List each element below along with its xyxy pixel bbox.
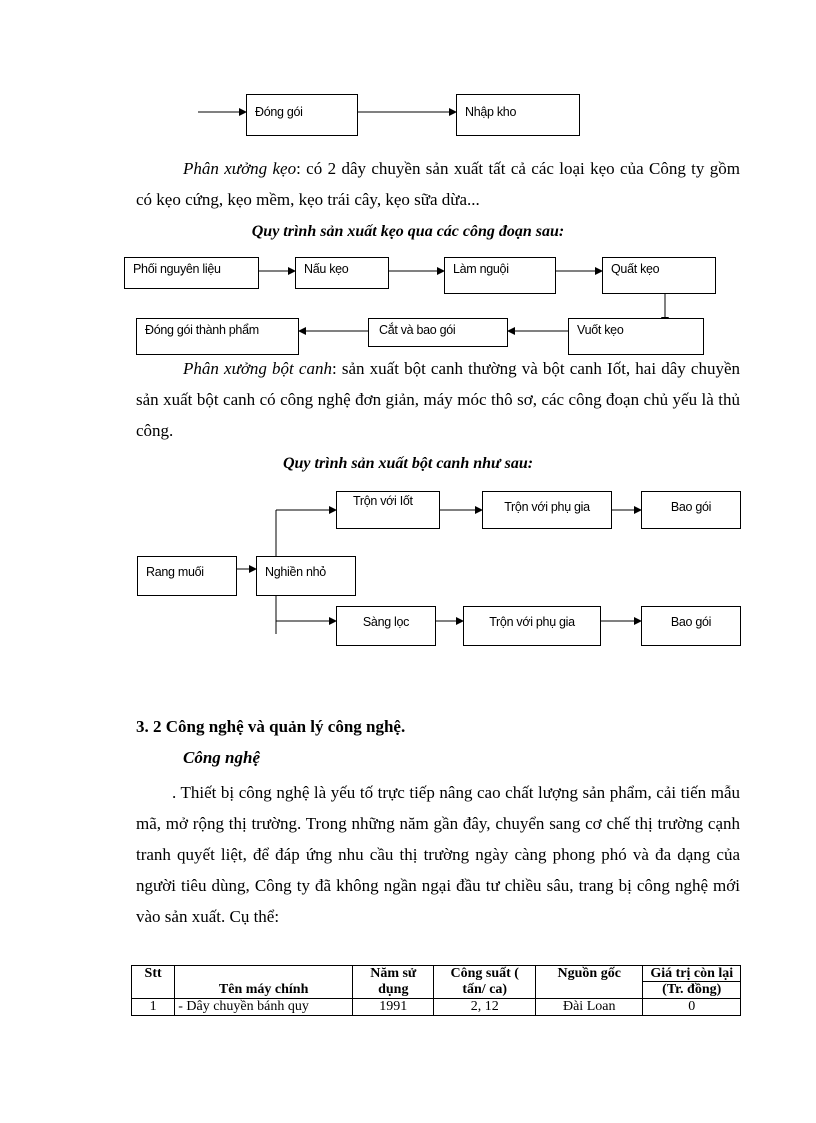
box-lam-nguoi: Làm nguội <box>444 257 556 294</box>
equipment-table <box>131 965 741 1016</box>
box-nhap-kho: Nhập kho <box>456 94 580 136</box>
box-nghien-nho: Nghiền nhỏ <box>256 556 356 596</box>
text-phan-xuong-bot-canh: : sản xuất bột canh thường và bột canh Iốt, hai dây chuyền sản xuất bột canh có công nghệ đơn giản, máy móc thô sơ, các công đoạn chủ yếu là thủ công. <box>136 359 741 440</box>
col-nam-su-dung: Năm sử dụng <box>353 966 434 999</box>
box-rang-muoi: Rang muối <box>137 556 237 596</box>
box-dong-goi-thanh-pham: Đóng gói thành phẩm <box>136 318 299 355</box>
paragraph-phan-xuong-bot-canh <box>136 353 740 446</box>
box-tron-voi-phu-gia-bottom: Trộn với phụ gia <box>463 606 601 646</box>
box-tron-voi-phu-gia-top: Trộn với phụ gia <box>482 491 612 529</box>
section-subheading: Công nghệ <box>183 748 260 767</box>
caption-quy-trinh-keo: Quy trình sản xuất kẹo qua các công đoạn sau: <box>251 223 565 240</box>
paragraph-thiet-bi-cong-nghe: . Thiết bị công nghệ là yếu tố trực tiếp nâng cao chất lượng sản phẩm, cải tiến mẫu mã, mở rộng thị trường. Trong những năm gần đây, chuyển sang cơ chế thị trường cạnh tranh quyết liệt, để đáp ứng nhu cầu thị trường ngày càng phong phó và đa dạng của người tiêu dùng, Công ty đã không ngần ngại đầu tư chiều sâu, trang bị công nghệ mới vào sản xuất. Cụ thể: <box>136 783 740 926</box>
col-stt: Stt <box>132 966 175 999</box>
table-row <box>132 999 741 1016</box>
table-header-row <box>132 966 741 982</box>
box-quat-keo: Quất kẹo <box>602 257 716 294</box>
col-nguon-goc: Nguồn gốc <box>535 966 643 999</box>
cell-ten-may: - Dây chuyền bánh quy <box>175 999 353 1016</box>
section-heading: 3. 2 Công nghệ và quản lý công nghệ. <box>136 717 406 736</box>
label-phan-xuong-keo: Phân xưởng kẹo <box>183 159 297 178</box>
caption-quy-trinh-bot-canh: Quy trình sản xuất bột canh như sau: <box>282 455 534 472</box>
box-nau-keo: Nấu kẹo <box>295 257 389 289</box>
col-gia-tri: Giá trị còn lại <box>643 966 741 982</box>
cell-cong-suat: 2, 12 <box>434 999 536 1016</box>
col-gia-tri-unit: (Tr. đồng) <box>643 982 741 999</box>
text-phan-xuong-keo: : có 2 dây chuyền sản xuất tất cả các loại kẹo của Công ty gồm có kẹo cứng, kẹo mềm, kẹo trái cây, kẹo sữa dừa... <box>136 159 740 209</box>
box-tron-voi-iot: Trộn với Iốt <box>336 491 440 529</box>
cell-nguon-goc: Đài Loan <box>535 999 643 1016</box>
cell-nam: 1991 <box>353 999 434 1016</box>
box-phoi-nguyen-lieu: Phối nguyên liệu <box>124 257 259 289</box>
box-bao-goi-top: Bao gói <box>641 491 741 529</box>
cell-stt: 1 <box>132 999 175 1016</box>
cell-gia-tri: 0 <box>643 999 741 1016</box>
box-cat-bao-goi: Cắt và bao gói <box>368 318 508 347</box>
label-phan-xuong-bot-canh: Phân xưởng bột canh <box>183 359 332 378</box>
col-cong-suat: Công suất ( tấn/ ca) <box>434 966 536 999</box>
box-sang-loc: Sàng lọc <box>336 606 436 646</box>
box-bao-goi-bottom: Bao gói <box>641 606 741 646</box>
box-vuot-keo: Vuốt kẹo <box>568 318 704 355</box>
paragraph-phan-xuong-keo <box>136 153 740 215</box>
box-dong-goi: Đóng gói <box>246 94 358 136</box>
col-ten-may: Tên máy chính <box>175 966 353 999</box>
